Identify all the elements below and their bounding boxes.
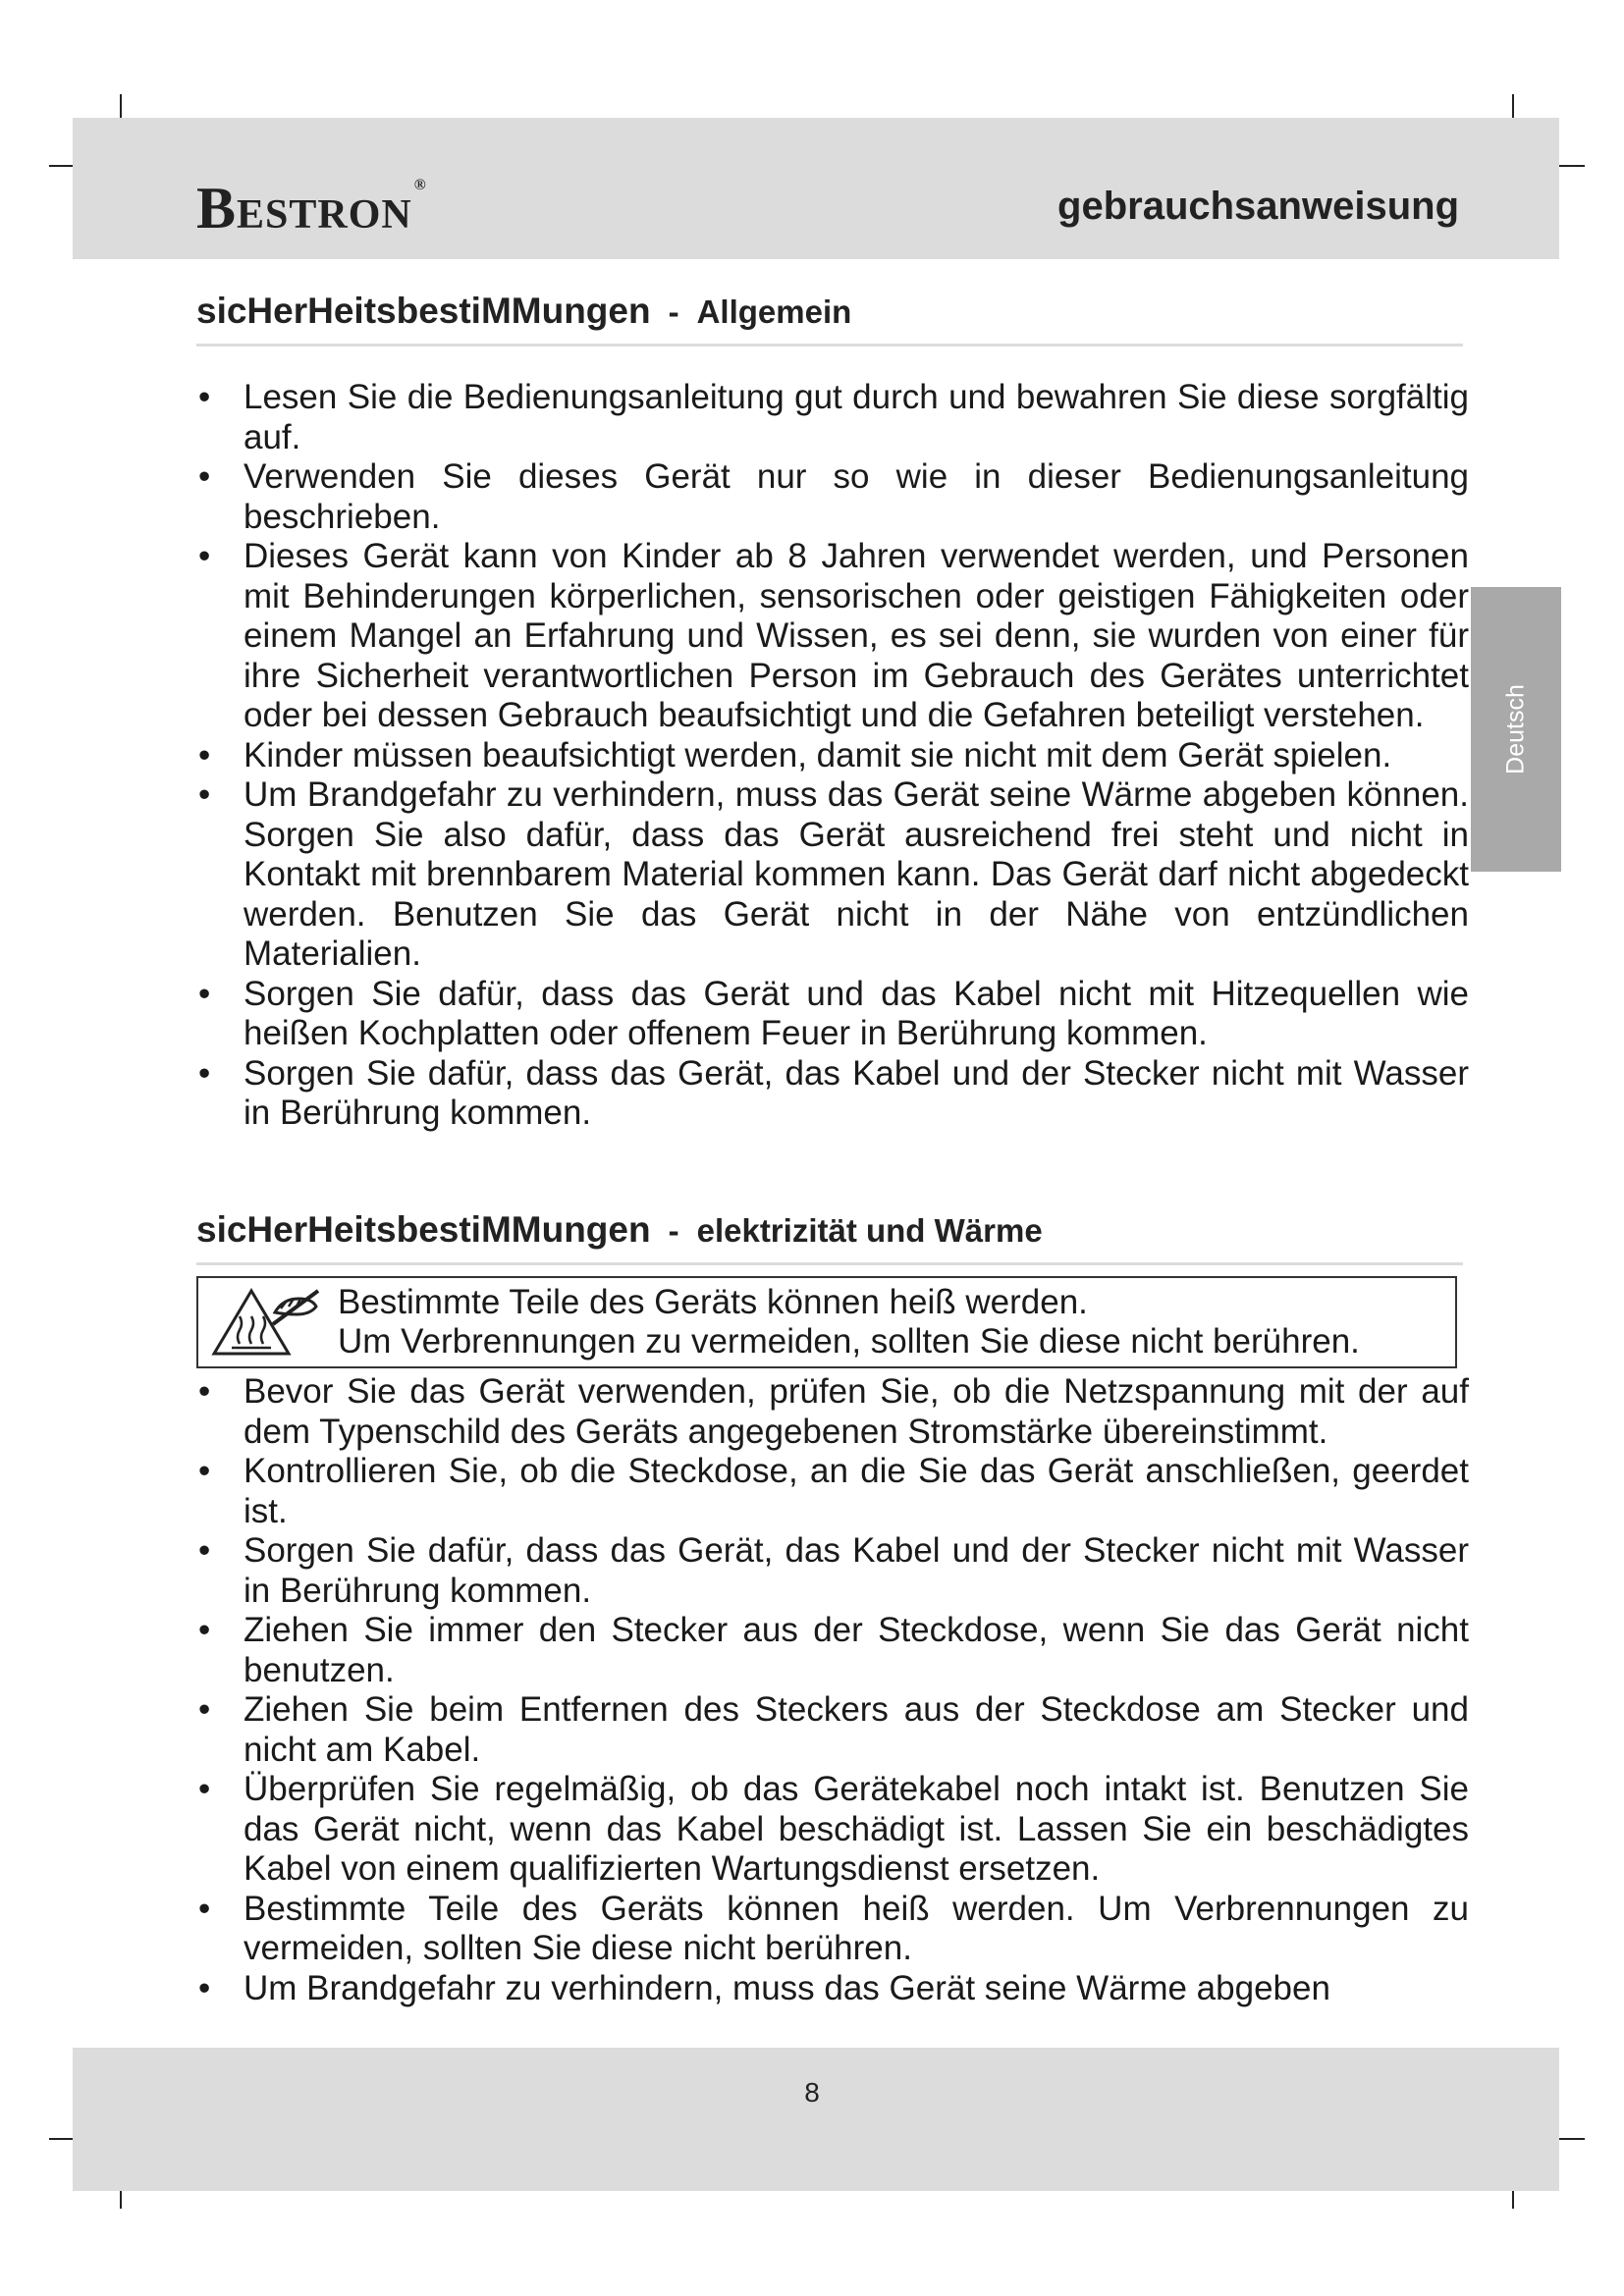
list-item: • Bevor Sie das Gerät verwenden, prüfen Sie, ob die Netzspannung mit der auf dem Typenschild des Geräts angegebenen Stromstärke übereinstimmt. [198, 1372, 1469, 1451]
warning-line: Um Verbrennungen zu vermeiden, sollten Sie diese nicht berühren. [338, 1322, 1360, 1361]
bullet-icon: • [198, 457, 211, 496]
bullet-icon: • [198, 1053, 211, 1093]
language-side-tab-label: Deutsch [1501, 684, 1530, 774]
list-item: • Ziehen Sie immer den Stecker aus der Steckdose, wenn Sie das Gerät nicht benutzen. [198, 1611, 1469, 1689]
section-heading-general [196, 291, 1463, 347]
list-item: • Um Brandgefahr zu verhindern, muss das Gerät seine Wärme abgeben können. Sorgen Sie also dafür, dass das Gerät ausreichend frei steht und nicht in Kontakt mit brennbarem Material kommen kann. Das Gerät darf nicht abgedeckt werden. Benutzen Sie das Gerät nicht in der Nähe von entzündlichen Materialien. [198, 775, 1469, 973]
list-item: • Verwenden Sie dieses Gerät nur so wie in dieser Bedienungsanleitung beschrieben. [198, 457, 1469, 536]
list-item: • Sorgen Sie dafür, dass das Gerät und das Kabel nicht mit Hitzequellen wie heißen Kochplatten oder offenem Feuer in Berührung kommen. [198, 974, 1469, 1052]
bullet-icon: • [198, 775, 211, 814]
list-item: • Lesen Sie die Bedienungsanleitung gut durch und bewahren Sie diese sorgfältig auf. [198, 378, 1469, 456]
hot-surface-warning-box [196, 1276, 1457, 1368]
section-title: sicHerHeitsbestiMMungen [196, 291, 651, 331]
bullet-icon: • [198, 1889, 211, 1928]
safety-list-general [196, 378, 1469, 1134]
list-item: • Kinder müssen beaufsichtigt werden, damit sie nicht mit dem Gerät spielen. [198, 735, 1392, 774]
document-title: gebrauchsanweisung [1057, 185, 1459, 228]
safety-list-electricity [196, 1372, 1469, 2008]
section-subtitle: elektrizität und Wärme [696, 1212, 1043, 1249]
bullet-icon: • [198, 537, 211, 575]
brand-logo: B ESTRON ® [196, 176, 427, 240]
list-item: • Überprüfen Sie regelmäßig, ob das Gerätekabel noch intakt ist. Benutzen Sie das Gerät nicht, wenn das Kabel beschädigt ist. Lassen Sie ein beschädigtes Kabel von einem qualifizierten Wartungsdienst ersetzen. [198, 1770, 1469, 1888]
list-item: • Bestimmte Teile des Geräts können heiß werden. Um Verbrennungen zu vermeiden, sollten Sie diese nicht berühren. [198, 1889, 1469, 1967]
bullet-icon: • [198, 1611, 211, 1649]
warning-text [338, 1283, 1360, 1362]
list-item: • Dieses Gerät kann von Kinder ab 8 Jahren verwendet werden, und Personen mit Behinderungen körperlichen, sensorischen oder geistigen Fähigkeiten oder einem Mangel an Erfahrung und Wissen, es sei denn, sie wurden von einer für ihre Sicherheit verantwortlichen Person im Gebrauch des Gerätes unterrichtet oder bei dessen Gebrauch beaufsichtigt und die Gefahren beteiligt verstehen. [198, 537, 1469, 734]
section-title: sicHerHeitsbestiMMungen [196, 1209, 651, 1250]
section-heading-electricity [196, 1209, 1463, 1265]
page-number: 8 [804, 2077, 820, 2108]
section-subtitle: Allgemein [696, 294, 852, 330]
hot-surface-warning-icon [206, 1283, 324, 1362]
warning-line: Bestimmte Teile des Geräts können heiß werden. [338, 1283, 1088, 1321]
list-item: • Sorgen Sie dafür, dass das Gerät, das Kabel und der Stecker nicht mit Wasser in Berührung kommen. [198, 1531, 1469, 1610]
footer-band [73, 2048, 1559, 2191]
list-item: • Um Brandgefahr zu verhindern, muss das Gerät seine Wärme abgeben [198, 1968, 1330, 2007]
bullet-icon: • [198, 1690, 211, 1729]
list-item: • Ziehen Sie beim Entfernen des Steckers aus der Steckdose am Stecker und nicht am Kabel. [198, 1690, 1469, 1769]
list-item: • Kontrollieren Sie, ob die Steckdose, an die Sie das Gerät anschließen, geerdet ist. [198, 1452, 1469, 1530]
section-separator: - [668, 294, 679, 330]
list-item: • Sorgen Sie dafür, dass das Gerät, das Kabel und der Stecker nicht mit Wasser in Berührung kommen. [198, 1053, 1469, 1132]
bullet-icon: • [198, 735, 211, 774]
bullet-icon: • [198, 1452, 211, 1490]
bullet-icon: • [198, 1531, 211, 1570]
bullet-icon: • [198, 1968, 211, 2007]
bullet-icon: • [198, 1372, 211, 1411]
bullet-icon: • [198, 378, 211, 416]
section-separator: - [668, 1212, 679, 1249]
bullet-icon: • [198, 1770, 211, 1808]
bullet-icon: • [198, 974, 211, 1013]
